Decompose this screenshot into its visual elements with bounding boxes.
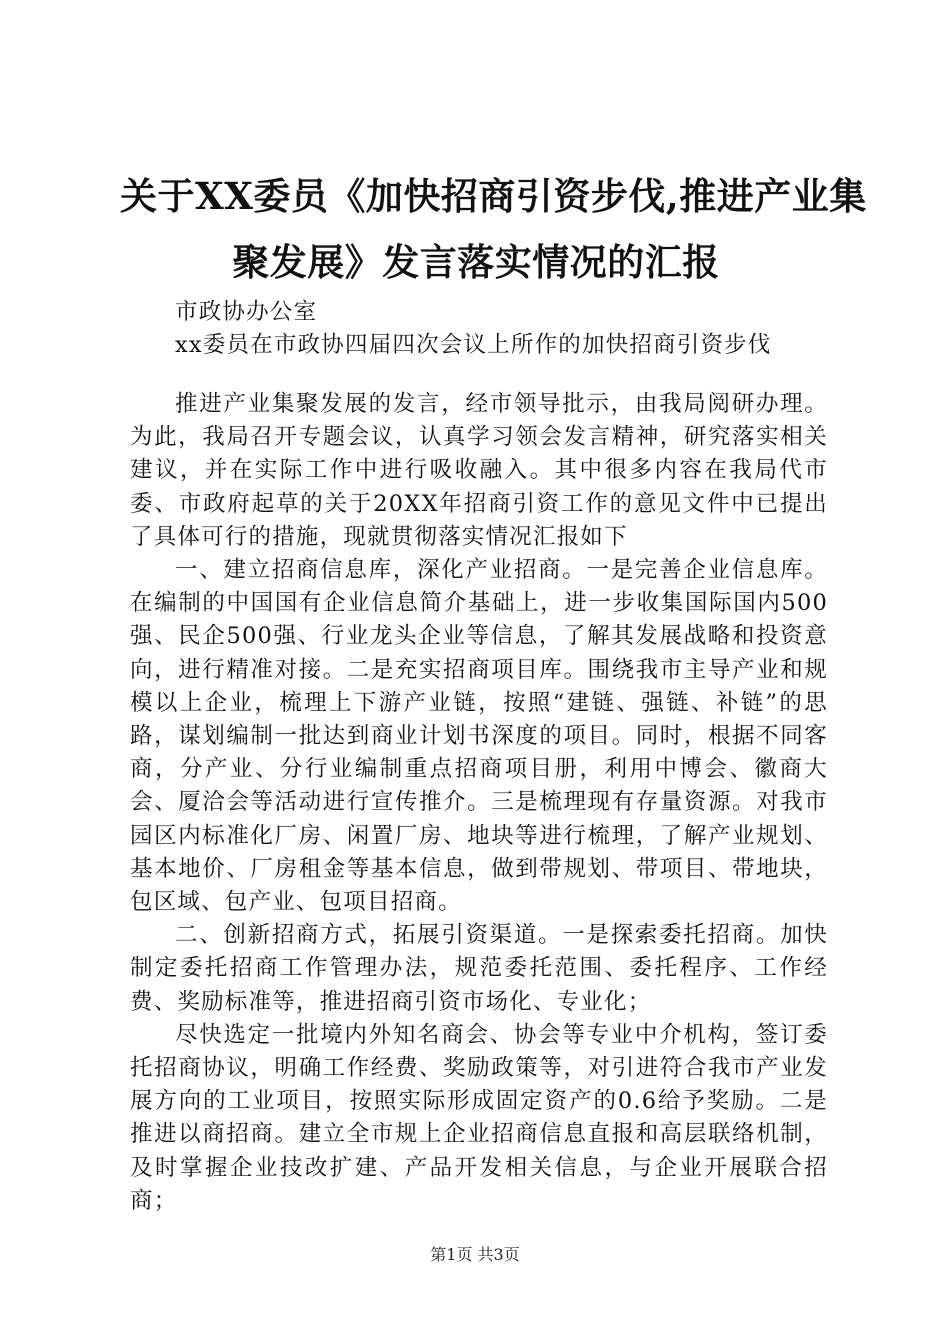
document-title bbox=[120, 163, 867, 295]
title-line-1: 关于XX委员《加快招商引资步伐,推进产业集 bbox=[120, 174, 867, 218]
intro-line: xx委员在市政协四届四次会议上所作的加快招商引资步伐 bbox=[175, 332, 772, 358]
paragraph: 推进产业集聚发展的发言，经市领导批示，由我局阅研办理。为此，我局召开专题会议，认真学习领会发言精神，研究落实相关建议，并在实际工作中进行吸收融入。其中很多内容在我局代市委、市政府起草的关于20XX年招商引资工作的意见文件中已提出了具体可行的措施，现就贯彻落实情况汇报如下 bbox=[130, 391, 828, 550]
page-footer: 第1页 共3页 bbox=[430, 1245, 520, 1264]
body-text bbox=[130, 388, 828, 1218]
paragraph: 一、建立招商信息库，深化产业招商。一是完善企业信息库。在编制的中国国有企业信息简介基础上，进一步收集国际国内500强、民企500强、行业龙头企业等信息，了解其发展战略和投资意向，进行精准对接。二是充实招商项目库。围绕我市主导产业和规模以上企业，梳理上下游产业链，按照“建链、强链、补链”的思路，谋划编制一批达到商业计划书深度的项目。同时，根据不同客商，分产业、分行业编制重点招商项目册，利用中博会、徽商大会、厦洽会等活动进行宣传推介。三是梳理现有存量资源。对我市园区内标准化厂房、闲置厂房、地块等进行梳理，了解产业规划、基本地价、厂房租金等基本信息，做到带规划、带项目、带地块，包区域、包产业、包项目招商。 bbox=[130, 557, 828, 916]
header-lines bbox=[130, 296, 828, 362]
office-line: 市政协办公室 bbox=[175, 299, 318, 325]
paragraph: 二、创新招商方式，拓展引资渠道。一是探索委托招商。加快制定委托招商工作管理办法，规范委托范围、委托程序、工作经费、奖励标准等，推进招商引资市场化、专业化； bbox=[130, 922, 828, 1015]
title-line-2: 聚发展》发言落实情况的汇报 bbox=[232, 240, 720, 284]
paragraph: 尽快选定一批境内外知名商会、协会等专业中介机构，签订委托招商协议，明确工作经费、奖励政策等，对引进符合我市产业发展方向的工业项目，按照实际形成固定资产的0.6给予奖励。二是推进以商招商。建立全市规上企业招商信息直报和高层联络机制，及时掌握企业技改扩建、产品开发相关信息，与企业开展联合招商； bbox=[130, 1021, 828, 1214]
